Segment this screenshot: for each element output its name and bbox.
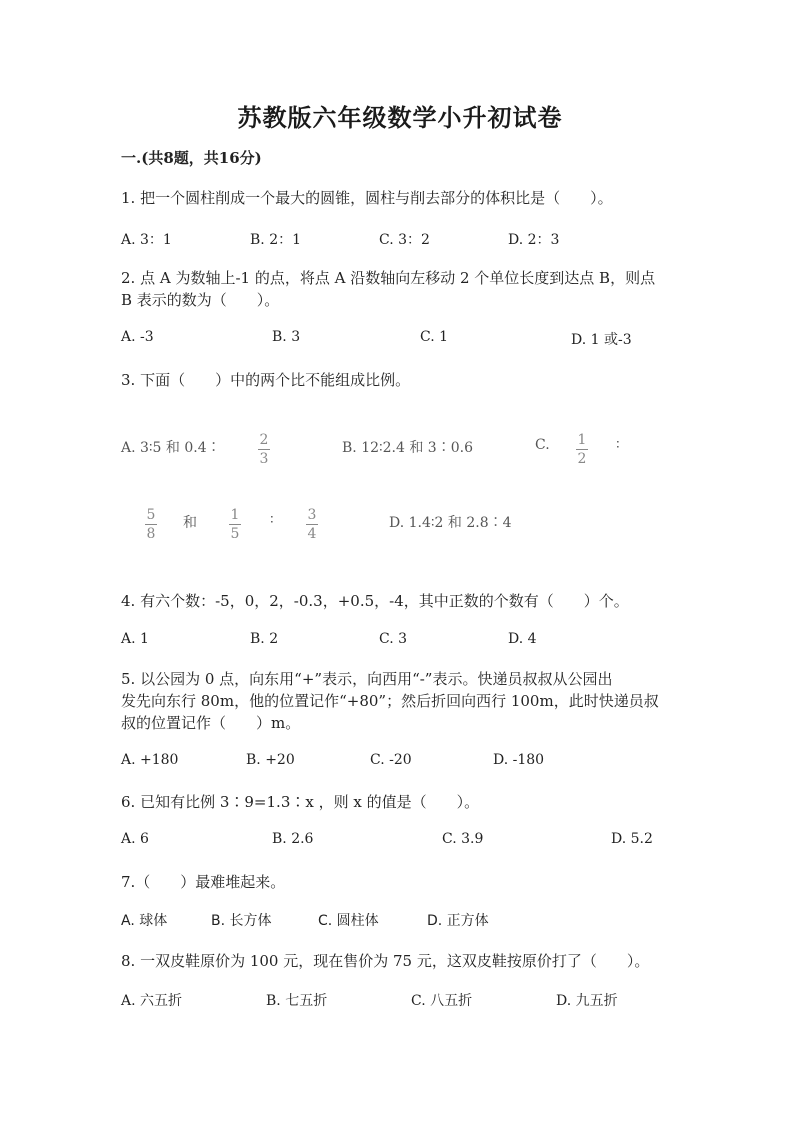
question-3-fraction-c4 [306, 507, 318, 542]
question-2-option-c: C. 1 [420, 329, 449, 345]
question-7-option-d: D. 正方体 [427, 913, 489, 929]
fraction-denominator: 2 [577, 451, 587, 467]
page-title: 苏教版六年级数学小升初试卷 [237, 103, 563, 132]
question-4-stem: 4. 有六个数：-5，0，2，-0.3，+0.5，-4，其中正数的个数有（ ）个。 [121, 592, 629, 610]
question-7-stem: 7.（ ）最难堆起来。 [121, 873, 286, 891]
question-5-stem-line1: 5. 以公园为 0 点，向东用“+”表示，向西用“-”表示。快递员叔叔从公园出 [121, 670, 613, 688]
question-7-option-a: A. 球体 [121, 913, 168, 929]
question-1-option-d: D. 2：3 [508, 232, 560, 248]
question-1-option-b: B. 2：1 [250, 232, 302, 248]
question-4-option-a: A. 1 [121, 631, 149, 647]
question-1-stem: 1. 把一个圆柱削成一个最大的圆锥，圆柱与削去部分的体积比是（ ）。 [121, 189, 613, 207]
question-5-option-c: C. -20 [370, 752, 412, 768]
question-4-option-b: B. 2 [250, 631, 279, 647]
question-7-option-c: C. 圆柱体 [318, 913, 379, 929]
question-3-stem: 3. 下面（ ）中的两个比不能组成比例。 [121, 371, 411, 389]
fraction-denominator: 8 [146, 526, 156, 542]
question-7-option-b: B. 长方体 [211, 913, 272, 929]
question-8-option-c: C. 八五折 [411, 993, 473, 1009]
fraction-denominator: 5 [230, 526, 240, 542]
question-4-option-c: C. 3 [379, 631, 408, 647]
question-2-option-a: A. -3 [121, 329, 154, 345]
question-6-option-b: B. 2.6 [272, 831, 314, 847]
question-6-option-d: D. 5.2 [611, 831, 653, 847]
question-3-option-d: D. 1.4∶2 和 2.8∶4 [389, 515, 512, 531]
question-8-option-b: B. 七五折 [266, 993, 328, 1009]
question-5-option-b: B. +20 [246, 752, 295, 768]
question-3-fraction-c2 [145, 507, 157, 542]
fraction-bar [258, 449, 270, 450]
question-3-fraction-a [258, 432, 270, 467]
question-4-option-d: D. 4 [508, 631, 537, 647]
fraction-numerator: 2 [259, 432, 269, 448]
question-3-option-a: A. 3∶5 和 0.4∶ [121, 440, 221, 456]
question-6-option-c: C. 3.9 [442, 831, 484, 847]
question-8-option-d: D. 九五折 [556, 993, 618, 1009]
fraction-bar [229, 524, 241, 525]
question-5-option-d: D. -180 [493, 752, 545, 768]
question-5-option-a: A. +180 [121, 752, 179, 768]
question-3-fraction-c1 [576, 432, 588, 467]
fraction-denominator: 3 [259, 451, 269, 467]
fraction-denominator: 4 [307, 526, 317, 542]
question-5-stem-line3: 叔的位置记作（ ）m。 [121, 714, 301, 732]
fraction-numerator: 1 [230, 507, 240, 523]
fraction-bar [306, 524, 318, 525]
question-1-option-a: A. 3：1 [121, 232, 172, 248]
question-2-option-b: B. 3 [272, 329, 301, 345]
ratio-colon: ∶ [270, 512, 274, 528]
fraction-bar [145, 524, 157, 525]
question-5-stem-line2: 发先向东行 80m，他的位置记作“+80”；然后折回向西行 100m，此时快递员叔 [121, 692, 659, 710]
question-8-stem: 8. 一双皮鞋原价为 100 元，现在售价为 75 元，这双皮鞋按原价打了（ ）。 [121, 952, 650, 970]
question-3-option-b: B. 12∶2.4 和 3∶0.6 [342, 440, 473, 456]
question-6-stem: 6. 已知有比例 3∶9=1.3∶x ，则 x 的值是（ ）。 [121, 793, 480, 811]
question-8-option-a: A. 六五折 [121, 993, 183, 1009]
and-text: 和 [183, 515, 197, 531]
ratio-colon: ∶ [616, 437, 620, 453]
fraction-numerator: 5 [146, 507, 156, 523]
section-heading: 一.(共8题，共16分) [121, 149, 262, 167]
question-3-fraction-c3 [229, 507, 241, 542]
question-6-option-a: A. 6 [121, 831, 149, 847]
fraction-numerator: 3 [307, 507, 317, 523]
question-2-option-d: D. 1 或-3 [571, 332, 632, 348]
question-2-stem-line2: B 表示的数为（ ）。 [121, 291, 280, 309]
question-3-option-c-label: C. [535, 437, 550, 453]
question-1-option-c: C. 3：2 [379, 232, 430, 248]
fraction-bar [576, 449, 588, 450]
fraction-numerator: 1 [577, 432, 587, 448]
question-2-stem-line1: 2. 点 A 为数轴上-1 的点，将点 A 沿数轴向左移动 2 个单位长度到达点 B，则点 [121, 269, 656, 287]
